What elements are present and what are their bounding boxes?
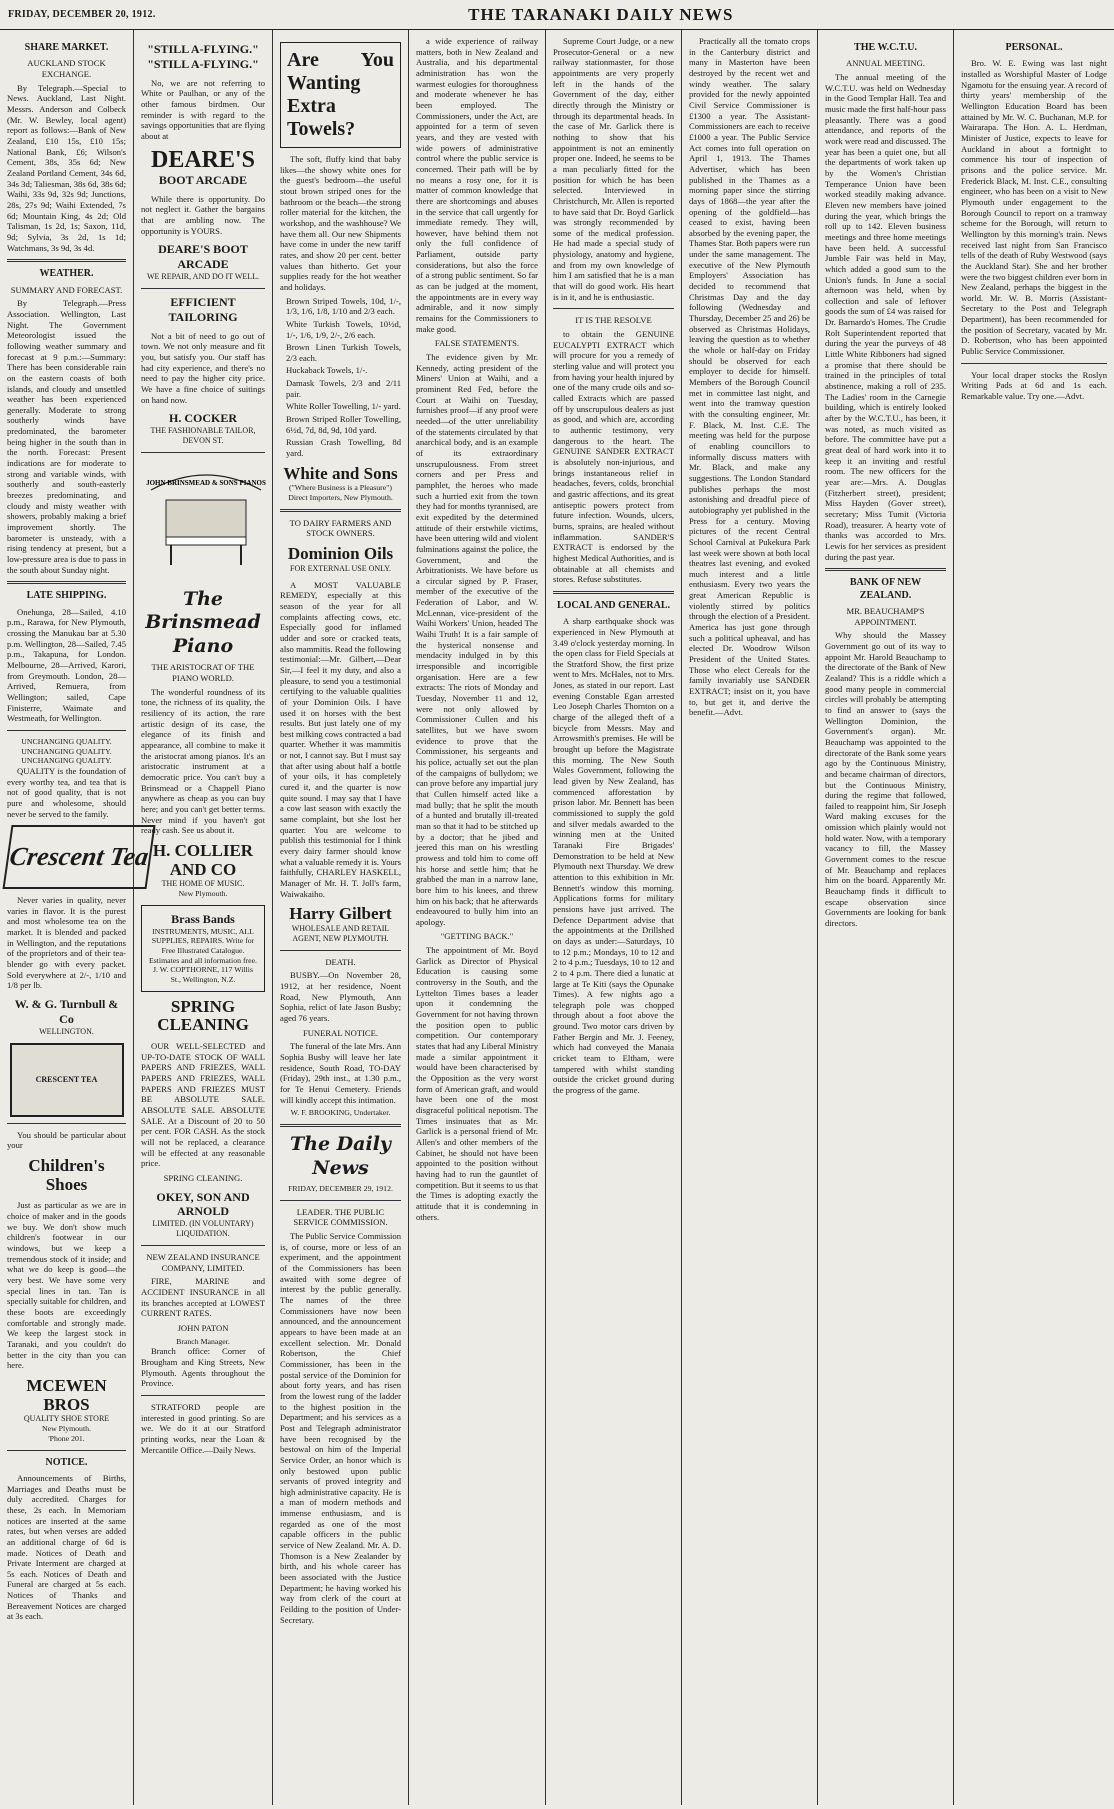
brass-body: INSTRUMENTS, MUSIC, ALL SUPPLIES, REPAIRS. Write for Free Illustrated Catalogue. Estimates and all information free. J. W. COPTHORNE, 117 Willis St., Wellington, N.Z. bbox=[148, 926, 258, 984]
wctu-heading: THE W.C.T.U. bbox=[854, 42, 917, 53]
daily-news-date: FRIDAY, DECEMBER 29, 1912. bbox=[288, 1184, 393, 1194]
towels-title: Are You Wanting Extra Towels? bbox=[287, 49, 394, 140]
cocker-name: H. COCKER bbox=[168, 411, 237, 426]
deare-title: DEARE'S bbox=[150, 146, 256, 173]
share-market-subheading: AUCKLAND STOCK EXCHANGE. bbox=[27, 58, 106, 80]
false-statements-body: The evidence given by Mr. Kennedy, acting president of the Miners' Union at Waihi, and a prominent Red Fed, before the Court at Waihi on Tuesday, furnishes proof—if any proof were needed—of the utter unreliability of the statements circulated by that anarchical body, and is an example of its extraordinary unscrupulousness. From street corners and per Press and pamphlet, the heroes who made such a hurried exit from the town they had for months tyrannised, are exit expedited by the determined attitude of their erstwhile victims, have been uttering wild and violent fulminations against the police, the Government, and the Arbitrationists. We have before us a circular signed by P. Fraser, member of the executive of the Federation of Labor, and W. McLennan, vice-president of the Waihi Workers' Union, headed The Waihi Truth! It is a fair sample of the hysterical nonsense and mendacity indulged in by this irresponsible and incorrigible organisation. Here are a few extracts: The riots of Monday and Tuesday, November 11 and 12, were not only allowed by Commissioner Cullen and his satellites, but we have sworn evidence to prove that the Commissioner, his sergeants and his police, actually set out the plan of the campaigns of bullydom; we can prove before any impartial jury that Cullen himself acted like a mad bully; that he split the mouth of a hunted and brutally ill-treated man so that it had to be stitched up by a doctor; that he jibed and jeered this man on his wrestling prowess and told him to come off his horse and settle him; that he grabbed the man in a narrow lane, bore him to his knees, and threw him on his back; that he afterwards endeavoured to bully him into an apology. bbox=[416, 352, 538, 927]
bnz-body: Why should the Massey Government go out of its way to appoint Mr. Harold Beauchamp to the directorate of the Bank of New Zealand? This is a riddle which a good many people in commercial circles will probably be attempting to find an answer to (says the Wellington Dominion, the Government's organ). Mr. Beauchamp was appointed to the directorate of the Bank some years ago by the Continuous Ministry, and became chairman of directors, but the Continuous Ministry, during the regime that followed, failed to reappoint him, Sir Joseph Ward making excuses for the omission which plainly would not hold water. Now, with a temporary vacancy to fill, the Massey Government comes to the rescue of Mr. Beauchamp and replaces him on the board. Apparently Mr. Beauchamp finds it difficult to escape observation since Governments are looking for bank directors. bbox=[825, 630, 946, 929]
column-6 bbox=[682, 30, 817, 1805]
towel-item: Damask Towels, 2/3 and 2/11 pair. bbox=[286, 378, 401, 399]
towel-item: Brown Striped Towels, 10d, 1/-, 1/3, 1/6, 1/8, 1/10 and 2/3 each. bbox=[286, 295, 401, 317]
paton-body: Branch office: Corner of Brougham and King Streets, New Plymouth. Agents throughout the Province. bbox=[141, 1346, 265, 1389]
tea-tin-illustration bbox=[10, 1043, 124, 1117]
masthead bbox=[0, 0, 1114, 30]
mcewen-sub: QUALITY SHOE STORE bbox=[23, 1414, 110, 1424]
divider bbox=[280, 1200, 401, 1201]
dominion-oils-body: A MOST VALUABLE REMEDY, especially at this season of the year for all complaints affecting cows, etc. Especially good for inflamed udder and sore or cracked teats, also mammitis. Read the following testimonial:—Mr. Gilbert,—Dear Sir,—I feel it my duty, and also a pleasure, to send you a testimonial certifying to the valuable qualities of your Dominion Oils. I have used it on horses with the best results. But just lately one of my best milking cows contracted a bad quarter. Whether it was mammitis or not, I cannot say. But I must say that after using about half a bottle of your oils, it has completely cured it, and the quarter is now quite sound. I may say that I have a cow last season with exactly the same complaint, but she lost her quarter. You are welcome to publish this testimonial for I think every dairy farmer should know what a valuable remedy it is. Yours faithfully, CHARLEY HASKELL, Manager of Mr. H. T. Joll's farm, Waiwakaiho. bbox=[280, 579, 401, 899]
turnbull-name: W. & G. Turnbull & Co bbox=[14, 997, 119, 1026]
dominion-oils-sub: FOR EXTERNAL USE ONLY. bbox=[290, 563, 391, 573]
tailor-body: Not a bit of need to go out of town. We not only measure and fit you, but satisfy you. Our staff has had city experience, and there's no need to pay the higher city price. We have a fine choice of suitings on hand now. bbox=[141, 330, 265, 405]
shoes-title: Children's Shoes bbox=[28, 1156, 105, 1194]
divider bbox=[553, 308, 674, 309]
column-8 bbox=[954, 30, 1114, 1805]
shoes-body: Just as particular as we are in choice of maker and in the goods we buy. We don't show much children's footwear in our windows, but we keep a tremendous stock of it inside; and what we do keep is good—the very best. We have some very special lines in tan. Tan is specially suitable for children, and these boots are exceedingly comfortable and strongly made. We keep the largest stock in Taranaki, and you couldn't do better in the city than you can here. bbox=[7, 1200, 126, 1371]
brinsmead-body: The wonderful roundness of its tone, the richness of its quality, the resiliency of its action, the rare artistic design of its case, the elegance of its finish and appearance, all combine to make it the aristocrat among pianos. It's an aristocratic instrument at a democratic price. You can't buy a Brinsmead or a Chappell Piano anywhere as cheap as you can buy here; and you can't get better terms. Never mind if you haven't got ready cash. See us about it. bbox=[141, 686, 265, 836]
divider bbox=[280, 509, 401, 512]
wctu-subheading: ANNUAL MEETING. bbox=[846, 58, 925, 69]
funeral-heading: FUNERAL NOTICE. bbox=[302, 1027, 379, 1038]
resolve-body: to obtain the GENUINE EUCALYPTI EXTRACT which will procure for you a remedy of sterling value and will protect you from having your health injured by one of the many crude oils and so-called Extracts which are passed off by unscrupulous dealers as just as good, and which are, according to authentic testimony, very dangerous to the heart. The GENUINE SANDER EXTRACT is absolutely non-injurious, and brings instantaneous relief in headaches, fevers, colds, bronchial and gastric affections, and its great antiseptic powers protect from future infection. Wounds, ulcers, burns, sprains, are healed without inflammation. SANDER'S EXTRACT is endorsed by the highest Medical Authorities, and is obtainable at all chemists and stores. Refuse substitutes. bbox=[553, 329, 674, 585]
garlick-continued: Supreme Court Judge, or a new Prosecutor-General or a new railway stationmaster, for those appointments are very properly left in the hands of the Government of the day, either directly through the Ministry or through its departmental heads. In the case of Mr. Garlick there is nothing to show that his appointment is not an eminently proper one. Indeed, he seems to be a man peculiarly fitted for the position for which he has been selected. Interviewed in Christchurch, Mr. Allen is reported to have said that Dr. Boyd Garlick was strongly recommended by some of the medical profession. He had made a special study of physiology, anatomy and hygiene, and from my own knowledge of him I am satisfied that he is a man that will do good work. His heart is in it, and he is enthusiastic. bbox=[553, 36, 674, 302]
quality-line: UNCHANGING QUALITY. bbox=[21, 756, 112, 766]
funeral-signature: W. F. BROOKING, Undertaker. bbox=[290, 1108, 391, 1118]
false-statements-heading: FALSE STATEMENTS. bbox=[434, 338, 520, 349]
deare-sub: BOOT ARCADE bbox=[158, 172, 248, 187]
masthead-title: THE TARANAKI DAILY NEWS bbox=[468, 4, 734, 24]
towel-item: White Roller Towelling, 1/- yard. bbox=[286, 401, 401, 412]
bnz-heading: BANK OF NEW ZEALAND. bbox=[849, 577, 922, 601]
divider bbox=[553, 591, 674, 594]
okey-name: OKEY, SON AND ARNOLD bbox=[156, 1189, 250, 1219]
divider bbox=[7, 1450, 126, 1451]
death-body: BUSBY.—On November 28, 1912, at her residence, Noent Road, New Plymouth, Ann Sophia, relict of late Jason Busby; aged 76 years. bbox=[280, 970, 401, 1024]
gilbert-name: Harry Gilbert bbox=[289, 904, 392, 924]
shipping-heading: LATE SHIPPING. bbox=[26, 590, 107, 602]
dominion-oils-title: Dominion Oils bbox=[287, 544, 394, 564]
deare-body: While there is opportunity. Do not neglect it. Gather the bargains that are ambling now. The opportunity is YOURS. bbox=[141, 193, 265, 236]
shoes-intro: You should be particular about your bbox=[7, 1129, 126, 1151]
getting-back-body: The appointment of Mr. Boyd Garlick as Director of Physical Education is causing some controversy in the South, and the Lyttelton Times bases a leader upon it condemning the Government for not having thrown the position open to public competition. Our contemporary states that had any Liberal Ministry made a similar appointment it would have been characterised by the Opposition as the very worst form of American graft, and would have been one of the most disgraceful political nepotism. The Times insinuates that as Mr. Garlick is a personal friend of Mr. Allen's and other members of the Cabinet, he should not have been appointed to the position without having had to run the gauntlet of competition. But it seems to us that the Times is adopting exactly the attitude that it is condemning in others. bbox=[416, 945, 538, 1222]
writing-pad-advt: Your local draper stocks the Roslyn Writing Pads at 6d and 1s each. Remarkable value. Try one.—Advt. bbox=[961, 369, 1107, 402]
brass-title: Brass Bands bbox=[171, 911, 235, 926]
spring-title: SPRING CLEANING bbox=[157, 996, 249, 1035]
spring-body: OUR WELL-SELECTED and UP-TO-DATE STOCK OF WALL PAPERS AND FRIEZES, WALL PAPERS AND FRIEZES, WALL PAPERS AND FRIEZES MUST BE ABSOLUTE SALE. ABSOLUTE SALE. ABSOLUTE SALE. At a Discount of 20 to 50 per cent. FOR CASH. As the stock will not be replaced, a clearance will be effected at any reasonable price. bbox=[141, 1040, 265, 1169]
local-general-continued: Practically all the tomato crops in the Canterbury district and many in Masterton have been destroyed by the recent wet and windy weather. The salary provided for the newly appointed Civil Service Commissioner is £1300 a year. The Assistant-Commissioners are each to receive £1000 a year. The Public Service Act comes into full operation on April 1, 1913. The Thames Advertiser, which has been published in the Thames as a morning paper since the stirring days of 1868—the year after the opening of the goldfield—has ceased to exist, having been absorbed by the evening paper, the Thames Star. Both papers were run under the same management. The executive of the New Plymouth Employers' Association has decided to recommend that Christmas Day and the day following (Wednesday and Thursday, December 25 and 26) be observed as Christmas Holidays, leaving the question as to whether the whole or half-day on Friday should be observed for each employer to decide for himself. Members of the Borough Council met in committee last night, and went into the tramway question with the consulting engineer, Mr. F. Black, M. Inst. C.E. The meeting was held for the purpose of enabling councillors to informally discuss matters with Mr. Black, and make any suggestions. The London Standard publishes perhaps the most astonishing and dreadful piece of autobiography yet published in the Press for a century. Moving pictures of the recent Central School Carnival at Pukekura Park last week were shown at both local theatres last evening, and evoked much interest and a little enthusiasm. Every two years the great American Republic is violently stirred by politics through the election of a President. America has just gone through such a political upheaval, and has elected Dr. Woodrow Wilson President of the United States. Those who elect Cereals for the family invariably use SANDER EXTRACT; insist on it, you have to, but get it, and derive the benefit.—Advt. bbox=[689, 36, 810, 718]
share-market-heading: SHARE MARKET. bbox=[24, 42, 109, 53]
leader-body: The Public Service Commission is, of course, more or less of an experiment, and the appointment of the Commissioners has been awaited with some degree of interest by the public generally. The names of the three Commissioners have now been announced, and the announcement appears to have been made at an excellent selection. Mr. Donald Robertson, the Chief Commissioner, has been in the postal service of the Dominion for about forty years, and has risen from the lowest rung of the ladder to the highest position in the Department; and his services as a Post and Telegraph administrator have been recognised by the bestowal on him of the Imperial Service Order, an honor which is only bestowed upon public servants of proved integrity and high administrative capacity. He is a man of modern methods and immense enthusiasm, and is regarded as one of the most capable officers in the public service of New Zealand. Mr. A. D. Thomson is a New Zealander by birth, and his whole career has been associated with the Justice Department; he having worked his way from clerk of the court at Feilding to the position of Under-Secretary. bbox=[280, 1231, 401, 1625]
quality-body: QUALITY is the foundation of every worthy tea, and tea that is not of good quality, that is not pure and wholesome, should never be served to the family. bbox=[7, 765, 126, 819]
weather-body: By Telegraph.—Press Association. Wellington, Last Night. The Government Meteorologist issued the following weather summary and forecast at 9 p.m.:—Summary: There has been considerable rain on the eastern coasts of both islands, and cloudy and unsettled weather has been experienced generally. Moderate to strong southerly winds have predominated, the barometer being higher in the south than in the north. Forecast: Present indications are for moderate to strong and variable winds, with southerly and south-easterly breezes predominating, and cloudy and misty weather with showers, probably making a brief improvement shortly. The barometer is unsteady, with a rising tendency at present, but a low-pressure area is due to pass in the south about Sunday night. bbox=[7, 298, 126, 575]
towel-item: Russian Crash Towelling, 8d yard. bbox=[286, 437, 401, 459]
column-7 bbox=[818, 30, 953, 1805]
insurance-title: NEW ZEALAND INSURANCE COMPANY, LIMITED. bbox=[146, 1252, 260, 1273]
okey-sub: LIMITED. (IN VOLUNTARY) LIQUIDATION. bbox=[152, 1219, 254, 1239]
notice-body: Announcements of Births, Marriages and Deaths must be duly accredited. Charges for these, 2s each. In Memoriam notices are inserted at the same rates, but when verses are added an additional charge of 6d is made. Notices of Death and Private Interment are charged at 5s each. Notices of Death and Funeral are charged at 5s each. Notices of Thanks and Bereavement Notices are charged at 3s each. bbox=[7, 1472, 126, 1622]
brinsmead-title: The Brinsmead Piano bbox=[145, 587, 261, 657]
divider bbox=[7, 1123, 126, 1124]
tea-tin-label: CRESCENT TEA bbox=[35, 1074, 98, 1084]
white-sons-sub: Direct Importers, New Plymouth. bbox=[288, 493, 393, 503]
local-general-heading: LOCAL AND GENERAL. bbox=[556, 599, 671, 611]
flying-body: No, we are not referring to White or Paulhan, or any of the other famous birdmen. Our reminder is with regard to the savings opportunities that are flying about at bbox=[141, 77, 265, 142]
weather-subheading: SUMMARY AND FORECAST. bbox=[10, 284, 123, 295]
towel-price-list bbox=[286, 296, 401, 459]
deare-repair: WE REPAIR, AND DO IT WELL. bbox=[146, 272, 260, 282]
dairy-heading: TO DAIRY FARMERS AND STOCK OWNERS. bbox=[289, 517, 392, 539]
resolve-heading: IT IS THE RESOLVE bbox=[575, 315, 652, 326]
piano-illustration bbox=[141, 465, 271, 575]
notice-heading: NOTICE. bbox=[45, 1456, 88, 1468]
crescent-tea-logo: Crescent Tea bbox=[3, 825, 156, 889]
divider bbox=[280, 950, 401, 951]
personal-body: Bro. W. E. Ewing was last night installed as Worshipful Master of Lodge Ngamotu for the ensuing year. A record of thirty years' membership of the Wellington Education Board has been attained by Mr. W. C. Buchanan, M.P. for Wairarapa. The Hon. A. L. Herdman, Minister of Justice, expects to leave for Auckland in about a fortnight to commence his tour of inspection of prisons and the police service. Mr. Frederick Black, M. Inst. C.E., consulting engineer, who has been on a visit to New Plymouth under engagement to the Borough Council to report on a tramway scheme for the Borough, will return to Wellington by this morning's train. News received last night from San Francisco tells of the death of Ruby Westwood (says the Auckland Star). She and her brother were the two biggest children ever born in New Zealand, perhaps the biggest in the world. Mr. W. B. Morris (Assistant-Secretary to the Post and Telegraph Department), has been recommended for the position of Secretary, vacated by Mr. D. Robertson, who has been appointed Public Service Commissioner. bbox=[961, 58, 1107, 357]
flying-line: "STILL A-FLYING." bbox=[147, 42, 259, 56]
spring-subtitle: SPRING CLEANING. bbox=[163, 1172, 243, 1183]
wctu-body: The annual meeting of the W.C.T.U. was held on Wednesday in the Good Templar Hall. Tea and music made the first half-hour pass pleasantly. There was a good attendance, and reports of the work were read and discussed. The year has been a quiet one, but all the departments of work taken up by the Women's Christian Temperance Union have been worked steadily making advance. Eleven new members have joined during the year, which brings the roll up to 142. Eleven business meetings and three home meetings have been held. A successful Jumble Fair was held in May, which added a good sum to the Union's funds. In June a social afternoon was held, when by collection and sale of leftover goods the sum of £4 was raised for Dr. Barnardo's Homes. The Crudie Rolt Superintendent reported that during the year the purveys of 48 Little White Ribboners had signed a promise that there should be trained in the principles of total abstinence, making a roll of 235. The Ladies' room in the Carnegie building, which is entirely looked after by the W.C.T.U., has been, it was noted, as much visited as before. The committee have put a great deal of hard work into it to keep it an inviting and restful room. The new officers for the year are:—Mrs. A. Douglas (Fitzherbert street), president; Miss Hayden (Gover street), secretary; Miss Tumit (Victoria Road), treasurer. A hearty vote of thanks was accorded to Mrs. Lewis for her services as president during the past year. bbox=[825, 72, 946, 562]
column-2 bbox=[134, 30, 272, 1805]
weather-heading: WEATHER. bbox=[39, 268, 94, 280]
tailor-title: EFFICIENT TAILORING bbox=[168, 295, 238, 324]
mcewen-name: MCEWEN BROS bbox=[26, 1375, 107, 1414]
divider bbox=[7, 581, 126, 584]
leader-continued: a wide experience of railway matters, both in New Zealand and Australia, and his departmental administration has won the warmest eulogies for thoroughness and moderate whenever he has been employed. The Commissioners, under the Act, are appointed for a term of seven years, and they are vested with wide powers of administrative control where the public service is concerned. Their path will be by no means a rosy one, for it is matter of common knowledge that there are shortcomings and abuses in the service that call urgently for immediate remedy. They will, however, have behind them not only the full confidence of Parliament, outside party considerations, but also the force of a strong public sentiment. So far as can be judged at the moment, the appointments are in every way admirable, and it now simply remains for the Commissioners to make good. bbox=[416, 36, 538, 334]
divider bbox=[825, 568, 946, 571]
shipping-body: Onehunga, 28—Sailed, 4.10 p.m., Rarawa, for New Plymouth, crossing the Manukau bar at 5.30 p.m. Wellington, 28—Sailed, 7.45 p.m., Takapuna, for London. Melbourne, 28—Arrived, Karori, from Greymouth. London, 28—Arrived, Remuera, from Wellington; sailed, Cape Finisterre, Waimate and Westmeath, for Wellington. bbox=[7, 606, 126, 724]
flying-line: "STILL A-FLYING." bbox=[147, 56, 259, 71]
local-general-body: A sharp earthquake shock was experienced in New Plymouth at 3.49 o'clock yesterday morning. In the open class for Field Specials at the Stratford Show, the first prize went to Mrs. McHales, not to Mrs. Jones, as stated in our report. Last evening Constable Egan arrested Leo Joseph Charles Thornton on a charge of the alleged theft of a bicycle from Messrs. May and Arrowsmith's premises. He will be brought up before the Magistrate this morning. The New South Wales Government, following the lead given by New Zealand, has commenced afforestation by prison labor. Mr. Bennett has been commissioned to supply the gold and silver medals awarded to the winning men at the United Taranaki Fire Brigades' Demonstration to be held at New Plymouth next Thursday. We drew attention to this exhibition in Mr. Bennett's window this morning. Applications forms for military pensions have just arrived. The Defence Department advise that the appointments at the Drillshed on days as under:—Saturdays, 10 to 12 p.m.; Mondays, 10 to 12 and 2 to 4 p.m.; Tuesdays, 10 to 12 and 2 to 4 p.m. There died a lunatic at large at Te Kiti (says the Opunake Times). A few nights ago a telegraph pole was chopped through about a foot above the ground. Two motor cars driven by Father Bergin and Mr. J. Feeney, which had conveyed the Manaia cricket team to Eltham, were tampered with whilst standing outside the cricket ground during the progress of the game. bbox=[553, 616, 674, 1096]
paton-name: JOHN PATON bbox=[177, 1323, 229, 1334]
leader-heading: LEADER. THE PUBLIC SERVICE COMMISSION. bbox=[293, 1206, 388, 1228]
towel-item: Brown Striped Roller Towelling, 6½d, 7d, 8d, 9d, 10d yard. bbox=[286, 414, 401, 435]
bnz-subheading: MR. BEAUCHAMP'S APPOINTMENT. bbox=[846, 606, 925, 627]
stratford-body: STRATFORD people are interested in good printing. So are we. We do it at our Stratford printing works, near the Loan & Mercantile Office.—Daily News. bbox=[141, 1401, 265, 1455]
share-market-body: By Telegraph.—Special to News. Auckland, Last Night. Messrs. Anderson and Colbeck (Mr. W. Bewley, local agent) report as follows:—Bank of New Zealand, £10 15s, £10 15s; National Bank, £6; Wilson's Cement, 38s, 35s 6d; New Zealand Portland Cement, 34s 6d, 34s 3d; Taliesman, 38s 6d, 38s 6d; Waihi, 33s 9d, 32s 9d; Junctions, 28s, 27s 9d; Waihi Extended, 7s 6d; Mountain King, 4s 2d; Old Talisman, 1s 2d, 1s; Saxon, 11d, 9d; Sylvia, 3s 2d, 1s 1d; Watchmans, 3s 9d, 3s 4d. bbox=[7, 82, 126, 253]
divider bbox=[961, 363, 1107, 364]
funeral-body: The funeral of the late Mrs. Ann Sophia Busby will leave her late residence, South Road, TO-DAY (Friday), 29th inst., at 1.30 p.m., for Te Henui Cemetery. Friends will kindly accept this intimation. bbox=[280, 1041, 401, 1105]
column-5 bbox=[546, 30, 681, 1805]
divider bbox=[141, 1395, 265, 1396]
piano-art-text: JOHN BRINSMEAD & SONS PIANOS bbox=[146, 479, 266, 488]
getting-back-heading: "GETTING BACK." bbox=[440, 931, 514, 942]
column-3 bbox=[273, 30, 408, 1805]
brinsmead-sub: THE ARISTOCRAT OF THE PIANO WORLD. bbox=[151, 662, 255, 684]
column-4 bbox=[409, 30, 545, 1805]
white-sons-tag: ("Where Business is a Pleasure") bbox=[289, 483, 392, 493]
mcewen-place: New Plymouth. bbox=[42, 1424, 91, 1434]
column-1 bbox=[0, 30, 151, 1805]
divider bbox=[280, 1124, 401, 1127]
quality-line: UNCHANGING QUALITY. bbox=[21, 736, 112, 746]
divider bbox=[141, 452, 265, 453]
white-sons-name: White and Sons bbox=[283, 463, 398, 483]
cocker-sub: THE FASHIONABLE TAILOR, DEVON ST. bbox=[150, 426, 256, 446]
towel-item: Huckaback Towels, 1/-. bbox=[286, 365, 368, 376]
towel-item: White Turkish Towels, 10½d, 1/-, 1/6, 1/9, 2/-, 2/6 each. bbox=[286, 318, 401, 340]
gilbert-sub: WHOLESALE AND RETAIL AGENT, NEW PLYMOUTH. bbox=[291, 924, 390, 943]
divider bbox=[7, 730, 126, 731]
personal-heading: PERSONAL. bbox=[1005, 42, 1063, 53]
collier-name: H. COLLIER AND CO bbox=[152, 840, 254, 879]
collier-place: New Plymouth. bbox=[178, 889, 228, 899]
divider bbox=[141, 288, 265, 289]
divider bbox=[141, 1245, 265, 1246]
mcewen-phone: 'Phone 201. bbox=[48, 1433, 85, 1443]
towels-body: The soft, fluffy kind that baby likes—the showy white ones for the guest's bedroom—the useful stout brown striped ones for the bathroom or the beach—the strong roller material for the kitchen, the workshop, and the washhouse? We have them all. Our new Shipments have come in under the new tariff rates, and show 20 per cent. better values than hitherto. Get your supplies ready for the hot weather and holidays. bbox=[280, 154, 401, 292]
masthead-date: FRIDAY, DECEMBER 20, 1912. bbox=[8, 9, 156, 20]
daily-news-masthead: The Daily News bbox=[290, 1133, 391, 1179]
insurance-body: FIRE, MARINE and ACCIDENT INSURANCE in all its branches accepted at LOWEST CURRENT RATES. bbox=[141, 1276, 265, 1319]
tea-body: Never varies in quality, never varies in flavor. It is the purest and most wholesome tea on the market. It is blended and packed in Wellington, and the reputations of the proprietors and of their tea-blender go with every packet. Sold everywhere at 2/-, 1/10 and 1/8 per lb. bbox=[7, 895, 126, 991]
turnbull-place: WELLINGTON. bbox=[39, 1026, 94, 1036]
collier-sub: THE HOME OF MUSIC. bbox=[161, 879, 245, 889]
death-heading: DEATH. bbox=[325, 956, 356, 967]
deare-arcade: DEARE'S BOOT ARCADE bbox=[158, 242, 248, 272]
divider bbox=[7, 259, 126, 262]
quality-line: UNCHANGING QUALITY. bbox=[21, 746, 112, 756]
paton-sub: Branch Manager. bbox=[176, 1336, 230, 1346]
towel-item: Brown Linen Turkish Towels, 2/3 each. bbox=[286, 342, 401, 363]
